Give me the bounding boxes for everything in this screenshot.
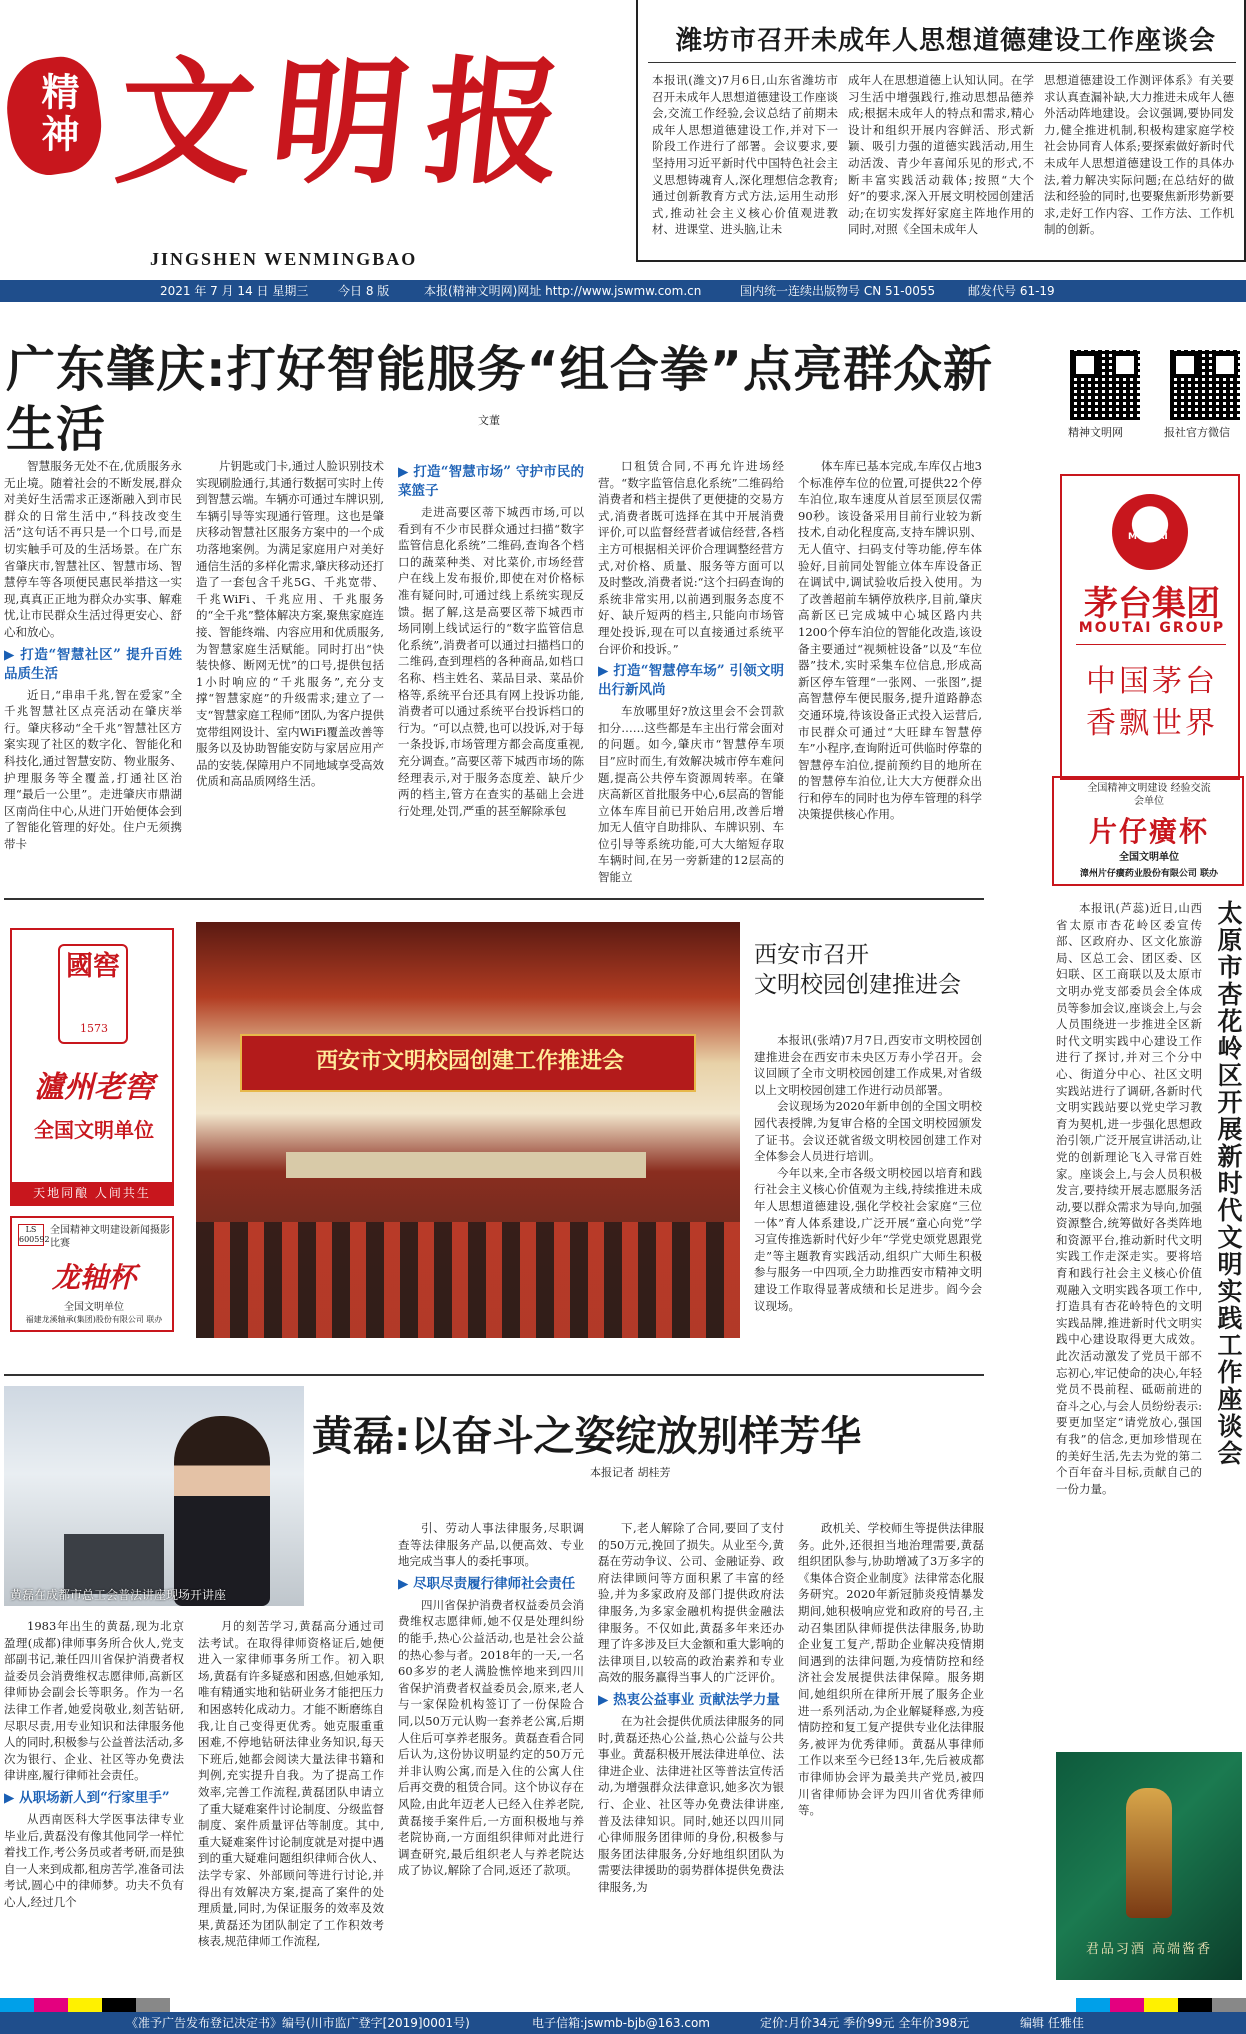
longzhou-top: 全国精神文明建设新闻摄影比赛 [50,1225,170,1249]
triangle-icon: ▶ [4,646,15,663]
top-article-title: 潍坊市召开未成年人思想道德建设工作座谈会 [676,26,1217,56]
xian-audience [196,1222,740,1338]
xian-p-3: 今年以来,全市各级文明校园以培育和践行社会主义核心价值观为主线,持续推进未成年人思想道德建设,强化学校社会家庭“三位一体”育人体系建设,广泛开展“童心向党”学习宣传推选新时代好少年“学党史颂党恩跟党走”等主题教育实践活动,组织广大师生积极参与服务一中四项,全力助推西安市精神文明建设工作取得显著成绩和长足进步。阎今会议现场。 [754,1165,982,1313]
lead-col-5 [798,458,982,888]
triangle-icon: ▶ [598,663,609,680]
top-article-col-1: 本报讯(潍文)7月6日,山东省潍坊市召开未成年人思想道德建设工作座谈会,交流工作经验,会议总结了前期未成年人思想道德建设工作,并对下一阶段工作进行了部署。会议要求,要坚持用习近平新时代中国特色社会主义思想铸魂育人,深化理想信念教育;通过创新教育方式方法,运用生动形式,推动社会主义核心价值观进教材、进课堂、进头脑,让未 [652,73,838,237]
triangle-icon: ▶ [398,464,409,480]
lead-subhead-2: ▶ 打造“智慧市场” 守护市民的菜篮子 [398,464,584,499]
qr-code-website[interactable] [1070,350,1140,420]
masthead-pinyin: JINGSHEN WENMINGBAO [150,249,418,269]
masthead [0,0,620,278]
huanglei-figure [174,1416,270,1606]
website-text: 本报(精神文明网)网址 http://www.jswmw.com.cn [424,284,702,298]
huanglei-title: 黄磊:以奋斗之姿绽放别样芳华 [312,1412,862,1460]
registration-bar-left [0,1998,170,2012]
moutai-slogan-2: 香飘世界 [1086,706,1218,741]
huanglei-subhead-1: ▶ 从职场新人到“行家里手” [4,1789,170,1806]
moutai-brand: MOUTAI [1128,532,1168,542]
lead-col-1 [4,458,182,888]
registration-bar-right [1076,1998,1246,2012]
qr-code-wechat[interactable] [1170,350,1240,420]
luzhou-honor: 全国文明单位 [34,1118,154,1142]
lead-title: 广东肇庆:打好智能服务“组合拳”点亮群众新生活 [6,341,994,458]
lead-col-4b-text: 车放哪里好?放这里会不会罚款扣分……这些都是车主出行常会面对的问题。如今,肇庆市“智慧停车项目”应时而生,有效解决城市停车难问题,提高公共停车资源周转率。在肇庆高新区首批服务中心,6层高的智能立体车库目前已开始启用,改善后增加无人值守自助排队、车牌识别、车位引导等系统功能,可大大缩短存取车辆时间,在另一旁新建的12层高的智能立 [598,704,784,885]
huanglei-col-5 [798,1520,984,1986]
lead-col-2 [196,458,384,888]
luzhou-year: 1573 [80,1022,108,1035]
lead-col-1-text: 智慧服务无处不在,优质服务永无止境。随着社会的不断发展,群众对美好生活需求正逐渐融入到市民群众的日常生活中,“科技改变生活”这句话不再只是一个口号,而是切实触手可及的生活场景。在广东省肇庆市,智慧社区、智慧市场、智慧停车等各项便民惠民举措这一实现,真真正正地为群众办实事、解难忧,让市民群众生活过得更安心、舒心和放心。 [4,459,182,639]
seal-text: 精神 [35,72,80,156]
xian-p-1: 本报讯(张靖)7月7日,西安市文明校园创建推进会在西安市未央区万寿小学召开。会议回顾了全市文明校园创建工作成果,对省级以上文明校园创建工作进行动员部署。 [754,1033,982,1097]
masthead-title: 文明报 [109,43,589,203]
luzhou-footer: 天地同酿 人间共生 [12,1182,172,1204]
ad-luzhou-laojiao[interactable] [10,928,174,1206]
xian-title-2: 文明校园创建推进会 [754,972,961,998]
huanglei-col-1-text: 1983年出生的黄磊,现为北京盈理(成都)律师事务所合伙人,党支部副书记,兼任四川省保护消费者权益委员会消费维权志愿律师,高新区律师协会副会长等职务。作为一名法律工作者,她爱岗敬业,刻苦钻研,尽职尽责,用专业知识和法律服务他人的同时,积极参与公益普法活动,多次为银行、企业、社区等办免费法律讲座,履行律师社会责任。 [4,1619,184,1783]
lead-col-4-text: 口租赁合同,不再允许进场经营。“数字监管信息化系统”二维码给消费者和档主提供了更便捷的交易方式,消费者既可选择在其中开展消费评价,可以监督经营者诚信经营,各档主方可根据相关评价合理调整经营方式,对价格、质量、服务等方面可以及时整改,消费者说:“这个扫码查询的系统非常实用,以前遇到服务态度不好、缺斤短两的档主,只能向市场管理处投诉,现在可以直接通过系统平台评价和投诉。” [598,459,784,656]
taiyuan-body [1056,900,1202,1726]
triangle-icon: ▶ [398,1575,409,1592]
lead-col-4 [598,458,784,888]
taiyuan-title: 太原市杏花岭区开展新时代文明实践工作座谈会 [1214,900,1243,1467]
pzh-top: 全国精神文明建设 经验交流会单位 [1087,783,1211,807]
taiyuan-text: 本报讯(芦蕊)近日,山西省太原市杏花岭区委宣传部、区政府办、区文化旅游局、区总工会、团区委、区妇联、区工商联以及太原市文明办党支部委员会全体成员等参加会议,座谈会上,与会人员围绕进一步推进全区新时代文明实践中心建设工作进行了探讨,并对三个分中心、街道分中心、社区文明实践站进行了调研,各新时代文明实践站要以党史学习教育为契机,进一步强化思想政治引领,广泛开展宣讲活动,让党的创新理论飞入寻常百姓家。座谈会上,与会人员积极发言,要持续开展志愿服务活动,要以群众需求为导向,加强资源整合,统筹做好各类阵地和资源平台,推动新时代文明实践工作走深走实。要将培育和践行社会主义核心价值观融入文明实践各项工作中,打造具有杏花岭特色的文明实践品牌,推进新时代文明实践中心建设取得更大成效。此次活动激发了党员干部不忘初心,牢记使命的决心,年轻党员不畏前程、砥砺前进的奋斗之心,与会人员纷纷表示:要更加坚定“请党放心,强国有我”的信念,更加珍惜现在的美好生活,先去为党的第二个百年奋斗目标,贡献自己的一份力量。 [1056,901,1202,1496]
top-article-col-3: 思想道德建设工作测评体系》有关要求认真查漏补缺,大力推进未成年人德外活动阵地建设。会议强调,要协同发力,健全推进机制,积极构建家庭学校社会协同育人体系;要探索做好新时代未成年人思想道德建设工作的具体办法,着力解决实际问题;在总结好的做法和经验的同时,也要聚焦新形势新要求,走好工作内容、工作方法、工作机制的创新。 [1044,73,1234,237]
pzh-product: 片仔癀杯 [1088,815,1209,848]
ad-pianzaihuang[interactable] [1052,776,1244,886]
huanglei-col-1b-text: 从西南医科大学医事法律专业毕业后,黄磊没有像其他同学一样忙着找工作,考公务员或者考研,而是独自一人来到成都,租房苦学,准备司法考试,圆心中的律师梦。功夫不负有心人,经过几个 [4,1811,184,1909]
top-article-col-2: 成年人在思想道德上认知认同。在学习生活中增强践行,推动思想品德养成;根据未成年人的特点和需求,精心设计和组织开展内容鲜活、形式新颖、吸引力强的道德实践活动,用生动活泼、青少年喜闻乐见的形式,不断丰富实践活动载体;按照“大个好”的要求,深入开展文明校园创建活动;在切实发挥好家庭主阵地作用的同时,对照《全国未成年人 [848,73,1034,237]
top-article-box [636,0,1246,262]
huanglei-col-4 [598,1520,784,1986]
lead-col-1b-text: 近日,“串串千兆,智在爱家”全千兆智慧社区点亮活动在肇庆举行。肇庆移动“全千兆”智慧社区方案实现了社区的数字化、智能化和科技化,通过智慧安防、物业服务、护理服务等全覆盖,打通社区治理“最后一公里”。走进肇庆市鼎湖区南尚住中心,从进门开始便体会到了智能化管理的好处。住户无须携带卡 [4,687,182,851]
luzhou-seal-text: 國窖 [66,951,120,982]
lead-col-2-text: 片钥匙或门卡,通过人脸识别技术实现刷脸通行,其通行数据可实时上传到智慧云端。车辆亦可通过车牌识别,车辆引导等实现通行管理。这也是肇庆移动智慧社区服务方案中的一个成功落地案例。为满足家庭用户对美好通信生活的多样化需求,肇庆移动还打造了一套包含千兆5G、千兆宽带、千兆WiFi、千兆应用、千兆服务的“全千兆”整体解决方案,聚焦家庭连接、智能终端、内容应用和优质服务,为智慧家庭生活赋能。同时打出“快装快修、断网无忧”的口号,提供包括1小时响应的“千兆服务”,充分支撑“智慧家庭”的升级需求;建立了一支“智慧家庭工程师”团队,为客户提供宽带组网设计、室内WiFi覆盖改善等服务以及协助智能安防与家居应用产品的安装,保障用户不同地域享受高效优质和高品质网络生活。 [196,459,384,789]
longzhou-product: 龙轴杯 [51,1261,136,1294]
postal-text: 邮发代号 61-19 [968,284,1055,298]
lead-col-5-text: 体车库已基本完成,车库仅占地3个标准停车位的位置,可提供22个停车泊位,取车速度从首层至顶层仅需90秒。该设备采用目前行业较为新技术,自动化程度高,支持车牌识别、无人值守、扫码支付等功能,停车体验好,目前同处智能立体车库设备正在调试中,调试验收后投入使用。为了改善超前车辆停放秩序,目前,肇庆高新区已完成城中心城区路内共1200个停车泊位的智能化改造,该设备主要通过“视频桩设备”以及“车位器”技术,实时采集车位信息,形成高新区停车管理“一张网、一张图”,提高智慧停车便民服务,提升道路静态交通环境,待该设备正式投入运营后,市民群众可通过“大旺肆车智慧停车”小程序,查询附近可供临时停靠的智慧停车泊位,提前预约目的地所在的智慧停车泊位,让大大方便群众出行和停车的同时也为停车管理的科学决策提供核心作用。 [798,459,982,822]
huanglei-col-2 [198,1618,384,1986]
xian-p-2: 会议现场为2020年新申创的全国文明校园代表授牌,为复审合格的全国文明校园颁发了证书。会议还就省级文明校园创建工作对全体参会人员进行培训。 [754,1099,982,1164]
footer-license: 《准予广告发布登记决定书》编号(川市监广登字[2019]0001号) [126,2016,470,2030]
moutai-en: MOUTAI GROUP [1078,620,1226,636]
ad-moutai[interactable] [1060,474,1240,780]
huanglei-col-4-text: 下,老人解除了合同,要回了支付的50万元,挽回了损失。从业至今,黄磊在劳动争议、公司、金融证券、政府法律顾问等方面积累了丰富的经验,并为多家政府及部门提供政府法律服务,为多家金融机构提供金融法律服务。不仅如此,黄磊多年来还办理了许多涉及巨大金额和重大影响的法律项目,以较高的政治素养和专业高效的服务赢得当事人的广泛评价。 [598,1521,784,1685]
pzh-company: 漳州片仔癀药业股份有限公司 联办 [1079,869,1219,879]
moutai-name: 茅台集团 [1084,584,1220,624]
pages-text: 今日 8 版 [338,284,390,298]
qr-label-right: 报社官方微信 [1164,426,1230,439]
footer-bar [0,2012,1246,2034]
wine-text: 君品习酒 高端酱香 [1085,1942,1213,1957]
triangle-icon: ▶ [4,1789,15,1806]
longzhou-company: 福建龙溪轴承(集团)股份有限公司 联办 [25,1315,163,1324]
triangle-icon: ▶ [598,1691,609,1708]
pzh-unit: 全国文明单位 [1119,852,1179,863]
xian-stage-table [286,1152,646,1178]
date-bar [0,280,1246,302]
wine-ad[interactable] [1056,1752,1242,1980]
lead-subhead-1: ▶ 打造“智慧社区” 提升百姓品质生活 [4,646,182,682]
xian-body [754,1032,982,1338]
date-text: 2021 年 7 月 14 日 星期三 [160,284,309,298]
longzhou-unit: 全国文明单位 [64,1302,124,1313]
huanglei-byline: 本报记者 胡桂芳 [590,1466,671,1479]
huanglei-subhead-3: ▶ 热衷公益事业 贡献法学力量 [598,1691,780,1708]
moutai-slogan-1: 中国茅台 [1086,664,1218,699]
huanglei-caption: 黄磊在成都市总工会普法讲座现场开讲座 [10,1588,227,1602]
xian-meeting-photo [196,922,740,1338]
issn-text: 国内统一连续出版物号 CN 51-0055 [740,284,936,298]
huanglei-col-3b-text: 四川省保护消费者权益委员会消费维权志愿律师,她不仅是处理纠纷的能手,热心公益活动,也是社会公益的热心参与者。2018年的一天,一名60多岁的老人满脸憔悴地来到四川省保护消费者权益委员会,原来,老人与一家保险机构签订了一份保险合同,以50万元认购一套养老公寓,后期人住后可享养老服务。黄磊查看合同后认为,这份协议明显约定的50万元并非认购公寓,而是入住的公寓人住后再交费的租赁合同。这个协议存在风险,由此年迈老人已经入住养老院,黄磊接手案件后,一方面积极地与养老院协商,一方面组织律师对此进行调查研究,最后组织老人与养老院达成了协议,解除了合同,返还了款项。 [398,1597,584,1878]
huanglei-subhead-2: ▶ 尽职尽责履行律师社会责任 [398,1575,576,1592]
luzhou-brand: 瀘州老窖 [34,1070,154,1105]
footer-email: 电子信箱:jswmb-bjb@163.com [532,2016,710,2030]
huanglei-col-3-text: 引、劳动人事法律服务,尽职调查等法律服务产品,以便高效、专业地完成当事人的委托事项。 [398,1521,584,1569]
huanglei-col-1 [4,1618,184,1986]
wine-bottle [1126,1788,1172,1918]
huanglei-laptop [64,1534,164,1594]
lead-col-3 [398,458,584,888]
lead-col-3-text: 走进高要区蒂下城西市场,可以看到有不少市民群众通过扫描“数字监管信息化系统”二维码,查询各个档口的蔬菜种类、对比菜价,市场经营户在线上发布报价,即使在对价格标准有疑问时,可通过线上系统实现反馈。据了解,这是高要区蒂下城西市场同刚上线试运行的“数字监管信息化系统”,消费者可以通过扫描档口的二维码,查到理档的各种商品,如档口名称、档主姓名、菜品目录、菜品价格等,系统平台还具有网上投诉功能,消费者可以通过系统平台投诉档口的行为。“可以点赞,也可以投诉,对于每一条投诉,市场管理方都会高度重视,充分调查。”高要区蒂下城西市场的陈经理表示,对于服务态度差、缺斤少两的档主,管方在查实的基础上会进行处理,处罚,严重的甚至解除承包 [398,505,584,818]
xian-title-1: 西安市召开 [754,942,869,968]
footer-editor: 编辑 任雅佳 [1020,2016,1084,2030]
longzhou-mark: LS 600592 [19,1225,50,1244]
huanglei-col-5-text: 政机关、学校师生等提供法律服务。此外,还很担当地治理需要,黄磊组织团队参与,协助增减了3万多字的《集体合资企业制度》法律常态化服务研究。2020年新冠肺炎疫情暴发期间,她积极响应党和政府的号召,主动召集团队律师提供法律服务,协助企业复工复产,帮助企业解决疫情期间遇到的法律问题,为疫情防控和经济社会发展提供法律保障。服务期间,她组织所在律所开展了服务企业进一系列活动,为企业解疑释惑,为疫情防控和复工复产提供专业化法律服务,被评为优秀律师。黄磊从事律师工作以来至今已经13年,先后被成都市律师协会评为最美共产党员,被四川省律师协会评为四川省优秀律师等。 [798,1521,984,1818]
huanglei-col-3 [398,1520,584,1986]
lead-byline: 文董 [478,414,500,427]
qr-label-left: 精神文明网 [1068,426,1123,439]
xian-banner-text: 西安市文明校园创建工作推进会 [315,1049,624,1074]
lead-subhead-3: ▶ 打造“智慧停车场” 引领文明出行新风尚 [598,663,784,699]
huanglei-photo [4,1386,304,1606]
huanglei-col-4b-text: 在为社会提供优质法律服务的同时,黄磊还热心公益,热心公益与公共事业。黄磊积极开展法律进单位、法律进企业、法律进社区等普法宣传活动,为增强群众法律意识,她多次为银行、企业、社区等办免费法律讲座,普及法律知识。同时,她还以四川同心律师服务团律师的身份,积极参与服务团法律服务,分好地组织团队为需要法律援助的弱势群体提供免费法律服务,为 [598,1713,784,1894]
huanglei-col-2-text: 月的刻苦学习,黄磊高分通过司法考试。在取得律师资格证后,她便进入一家律师事务所工作。初入职场,黄磊有许多疑惑和困惑,但她承知,唯有精通实地和钻研业务才能把压力和困惑转化成动力。才能不断磨练自我,让自己变得更优秀。她克服重重困难,不停地钻研法律业务知识,每天下班后,她都会阅读大量法律书籍和判例,充实提升自我。为了提高工作效率,完善工作流程,黄磊团队申请立了重大疑难案件讨论制度、分级监督制度、案件质量评估等制度。其中,重大疑难案件讨论制度就是对提中遇到的重大疑难问题组织律师合伙人、法学专家、外部顾问等进行讨论,并得出有效解决方案,提高了案件的处理质量,同时,为保证服务的效率及效果,黄磊还为团队制定了工作积效考核表,规范律师工作流程, [198,1619,384,1949]
ad-longzhou[interactable] [10,1216,174,1332]
footer-price: 定价:月价34元 季价99元 全年价398元 [760,2016,970,2030]
